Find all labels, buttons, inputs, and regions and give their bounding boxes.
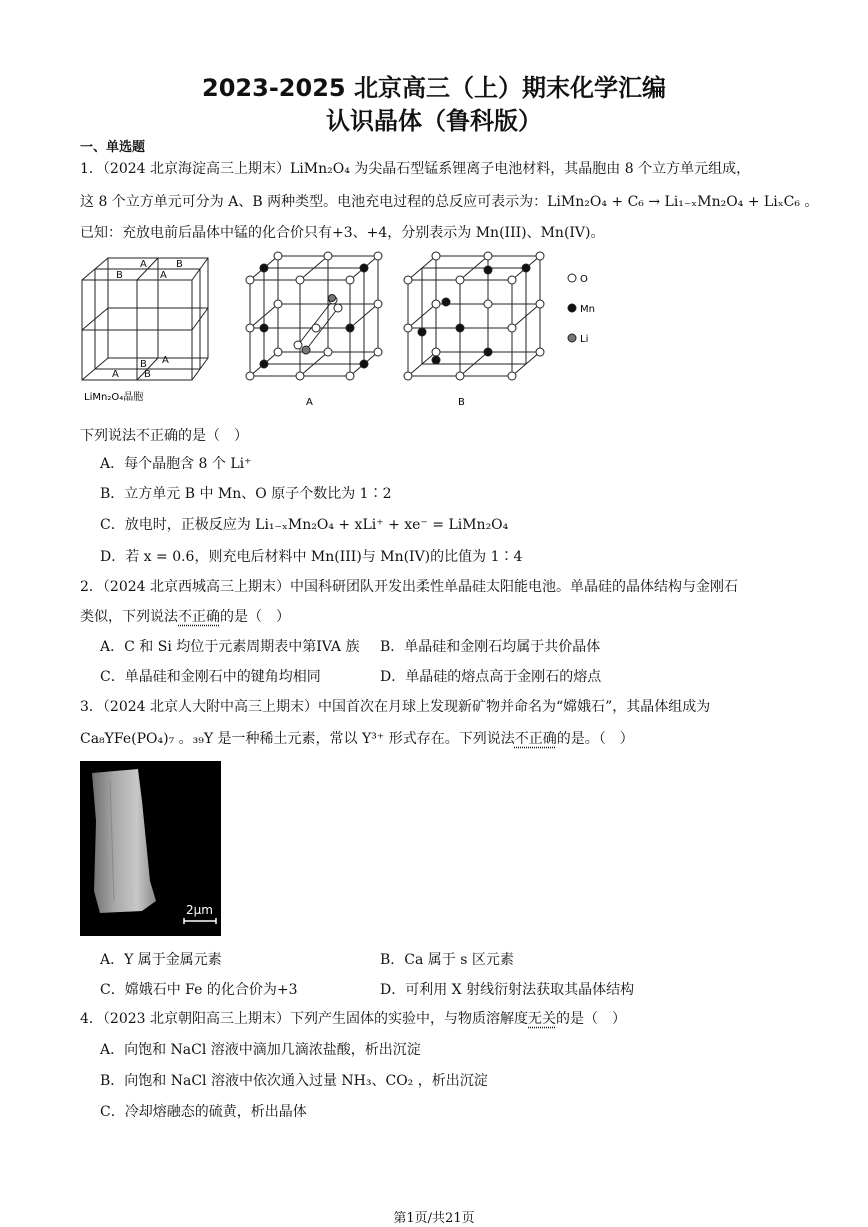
q3-line2-c: 的是。（ ） — [556, 731, 634, 747]
cell-label-b: B — [144, 369, 151, 380]
q3-option-b: B．Ca 属于 s 区元素 — [380, 952, 514, 968]
cell-label-b: B — [116, 270, 123, 281]
q3-option-a: A．Y 属于金属元素 — [100, 952, 222, 968]
q1-line2: 这 8 个立方单元可分为 A、B 两种类型。电池充电过程的总反应可表示为：LiMn₂O₄ + C₆ → Li₁₋ₓMn₂O₄ + LiₓC₆ 。 — [80, 194, 819, 210]
q1-option-a: A．每个晶胞含 8 个 Li⁺ — [100, 456, 252, 472]
page-footer: 第1页/共21页 — [393, 1211, 475, 1226]
q2-line2 — [80, 606, 290, 626]
q3-option-d: D．可利用 X 射线衍射法获取其晶体结构 — [380, 982, 635, 998]
unit-b-caption: B — [458, 397, 465, 408]
q1-line1: 1．（2024 北京海淀高三上期末）LiMn₂O₄ 为尖晶石型锰系锂离子电池材料，其晶胞由 8 个立方单元组成， — [80, 161, 751, 177]
q4-option-c: C．冷却熔融态的硫黄，析出晶体 — [100, 1104, 307, 1120]
q2-line2-c: 的是（ ） — [220, 609, 290, 625]
q1-figure — [78, 250, 598, 410]
cell-label-a: A — [160, 270, 167, 281]
cell-label-b: B — [140, 359, 147, 370]
section-heading: 一、单选题 — [80, 140, 146, 155]
q1-line3: 已知：充放电前后晶体中锰的化合价只有+3、+4，分别表示为 Mn(III)、Mn(IV)。 — [80, 225, 605, 241]
mineral-photo — [80, 761, 221, 936]
q2-option-d: D．单晶硅的熔点高于金刚石的熔点 — [380, 669, 602, 685]
scale-label: 2μm — [186, 903, 213, 917]
q1-option-b: B．立方单元 B 中 Mn、O 原子个数比为 1∶2 — [100, 486, 392, 502]
q3-line2 — [80, 728, 634, 748]
cell-caption: LiMn₂O₄晶胞 — [84, 392, 144, 403]
q4-option-a: A．向饱和 NaCl 溶液中滴加几滴浓盐酸，析出沉淀 — [100, 1042, 421, 1058]
q4-option-b: B．向饱和 NaCl 溶液中依次通入过量 NH₃、CO₂ ，析出沉淀 — [100, 1073, 488, 1089]
unit-a-caption: A — [306, 397, 313, 408]
q2-option-a: A．C 和 Si 均位于元素周期表中第IVA 族 — [100, 639, 360, 655]
cell-label-a: A — [140, 259, 147, 270]
q2-emphasis: 不正确 — [178, 609, 220, 625]
legend — [568, 274, 595, 345]
q2-option-b: B．单晶硅和金刚石均属于共价晶体 — [380, 639, 601, 655]
cell-label-b: B — [176, 259, 183, 270]
q1-option-d: D．若 x = 0.6，则充电后材料中 Mn(III)与 Mn(IV)的比值为 1∶4 — [100, 549, 523, 565]
q3-option-c: C．嫦娥石中 Fe 的化合价为+3 — [100, 982, 298, 998]
legend-li: Li — [580, 334, 589, 345]
page-subtitle: 认识晶体（鲁科版） — [326, 107, 542, 135]
legend-o: O — [580, 274, 588, 285]
cell-label-a: A — [112, 369, 119, 380]
q3-line2-a: Ca₈YFe(PO₄)₇ 。₃₉Y 是一种稀土元素，常以 Y³⁺ 形式存在。下列说法 — [80, 731, 515, 747]
q4-line1 — [80, 1008, 626, 1028]
q2-option-c: C．单晶硅和金刚石中的键角均相同 — [100, 669, 321, 685]
cell-label-a: A — [162, 355, 169, 366]
q1-option-c: C．放电时，正极反应为 Li₁₋ₓMn₂O₄ + xLi⁺ + xe⁻ = LiMn₂O₄ — [100, 517, 509, 533]
q4-line1-a: 4．（2023 北京朝阳高三上期末）下列产生固体的实验中，与物质溶解度 — [80, 1011, 528, 1027]
page-title: 2023-2025 北京高三（上）期末化学汇编 — [202, 74, 666, 102]
q3-emphasis: 不正确 — [514, 731, 557, 747]
q4-emphasis: 无关 — [528, 1011, 556, 1027]
q1-stem: 下列说法不正确的是（ ） — [80, 428, 248, 444]
q4-line1-c: 的是（ ） — [556, 1011, 626, 1027]
q3-line1: 3．（2024 北京人大附中高三上期末）中国首次在月球上发现新矿物并命名为“嫦娥石”，其晶体组成为 — [80, 699, 711, 715]
q2-line1: 2．（2024 北京西城高三上期末）中国科研团队开发出柔性单晶硅太阳能电池。单晶硅的晶体结构与金刚石 — [80, 579, 738, 595]
legend-mn: Mn — [580, 304, 595, 315]
q2-line2-a: 类似，下列说法 — [80, 609, 178, 625]
